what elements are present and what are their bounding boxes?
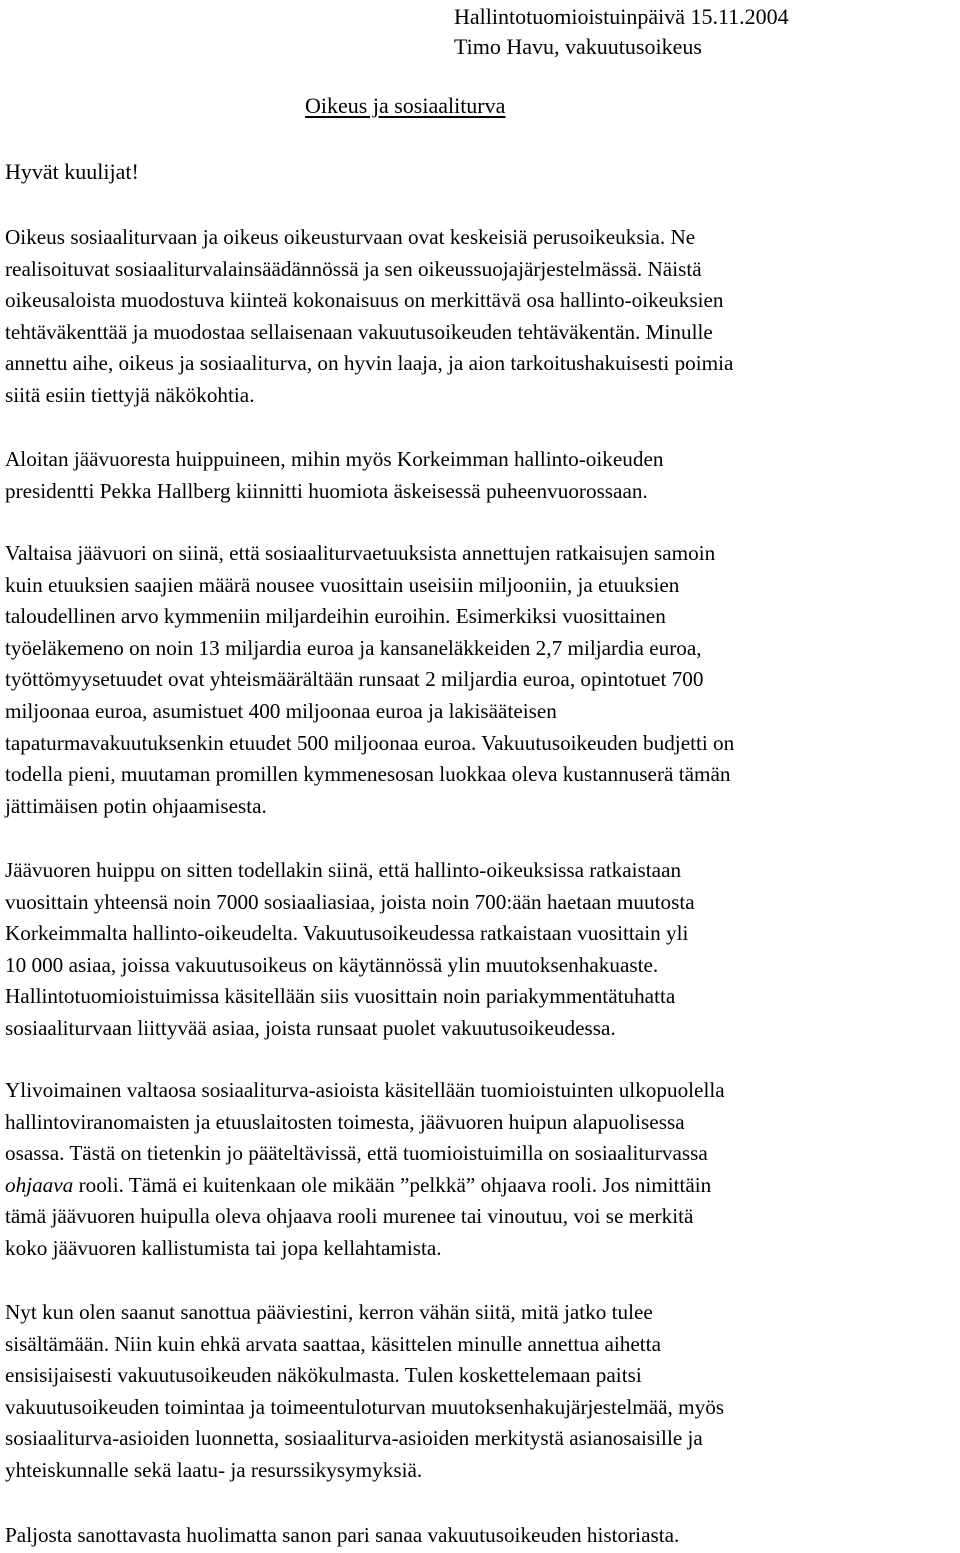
paragraph-line: annettu aihe, oikeus ja sosiaaliturva, on hyvin laaja, ja aion tarkoitushakuisesti poimia <box>5 351 734 376</box>
paragraph-line: Ylivoimainen valtaosa sosiaaliturva-asioista käsitellään tuomioistuinten ulkopuolella <box>5 1078 725 1102</box>
paragraph-2 <box>5 444 957 507</box>
paragraph-line: Paljosta sanottavasta huolimatta sanon pari sanaa vakuutusoikeuden historiasta. <box>5 1523 680 1547</box>
document-header <box>454 2 789 62</box>
paragraph-line: realisoituvat sosiaaliturvalainsäädännössä ja sen oikeussuojajärjestelmässä. Näistä <box>5 256 702 281</box>
paragraph-line: todella pieni, muutaman promillen kymmenesosan luokkaa oleva kustannuserä tämän <box>5 762 731 787</box>
paragraph-line: presidentti Pekka Hallberg kiinnitti huomiota äskeisessä puheenvuorossaan. <box>5 478 648 503</box>
paragraph-line: sisältämään. Niin kuin ehkä arvata saattaa, käsittelen minulle annettua aihetta <box>5 1331 661 1356</box>
paragraph-4 <box>5 855 957 1045</box>
paragraph-line: sosiaaliturvaan liittyvää asiaa, joista runsaat puolet vakuutusoikeudessa. <box>5 1015 616 1040</box>
paragraph-3 <box>5 538 957 822</box>
paragraph-line: Hallintotuomioistuimissa käsitellään siis vuosittain noin pariakymmentätuhatta <box>5 984 676 1009</box>
paragraph-line: siitä esiin tiettyjä näkökohtia. <box>5 382 255 407</box>
paragraph-line: Aloitan jäävuoresta huippuineen, mihin myös Korkeimman hallinto-oikeuden <box>5 447 664 471</box>
paragraph-line-mixed <box>5 1170 957 1202</box>
paragraph-line: koko jäävuoren kallistumista tai jopa kellahtamista. <box>5 1235 442 1260</box>
paragraph-line: vakuutusoikeuden toimintaa ja toimeentuloturvan muutoksenhakujärjestelmää, myös <box>5 1394 725 1419</box>
paragraph-line: Valtaisa jäävuori on siinä, että sosiaaliturvaetuuksista annettujen ratkaisujen samoin <box>5 541 716 565</box>
paragraph-7 <box>5 1520 957 1552</box>
paragraph-line: vuosittain yhteensä noin 7000 sosiaaliasiaa, joista noin 700:ään haetaan muutosta <box>5 889 695 914</box>
paragraph-line: tämä jäävuoren huipulla oleva ohjaava rooli murenee tai vinoutuu, voi se merkitä <box>5 1204 694 1229</box>
paragraph-line: jättimäisen potin ohjaamisesta. <box>5 793 267 818</box>
paragraph-line: tehtäväkenttää ja muodostaa sellaisenaan vakuutusoikeuden tehtäväkentän. Minulle <box>5 319 713 344</box>
paragraph-5 <box>5 1075 957 1265</box>
paragraph-line: kuin etuuksien saajien määrä nousee vuosittain useisiin miljooniin, ja etuuksien <box>5 572 680 597</box>
document-title: Oikeus ja sosiaaliturva <box>305 93 506 118</box>
line-remainder: rooli. Tämä ei kuitenkaan ole mikään ”pelkkä” ohjaava rooli. Jos nimittäin <box>73 1172 712 1197</box>
paragraph-line: osassa. Tästä on tietenkin jo pääteltävissä, että tuomioistuimilla on sosiaaliturvassa <box>5 1141 708 1166</box>
paragraph-line: Oikeus sosiaaliturvaan ja oikeus oikeusturvaan ovat keskeisiä perusoikeuksia. Ne <box>5 225 696 249</box>
italic-word: ohjaava <box>5 1172 74 1197</box>
paragraph-line: sosiaaliturva-asioiden luonnetta, sosiaaliturva-asioiden merkitystä asianosaisille ja <box>5 1426 703 1451</box>
paragraph-line: oikeusaloista muodostuva kiinteä kokonaisuus on merkittävä osa hallinto-oikeuksien <box>5 288 724 313</box>
header-date-line: Hallintotuomioistuinpäivä 15.11.2004 <box>454 4 789 29</box>
header-author-line: Timo Havu, vakuutusoikeus <box>454 34 702 59</box>
paragraph-line: tapaturmavakuutuksenkin etuudet 500 miljoonaa euroa. Vakuutusoikeuden budjetti on <box>5 730 735 755</box>
paragraph-line: Nyt kun olen saanut sanottua pääviestini, kerron vähän siitä, mitä jatko tulee <box>5 1300 653 1324</box>
paragraph-line: 10 000 asiaa, joissa vakuutusoikeus on käytännössä ylin muutoksenhakuaste. <box>5 952 659 977</box>
paragraph-line: taloudellinen arvo kymmeniin miljardeihin euroihin. Esimerkiksi vuosittainen <box>5 604 666 629</box>
paragraph-line: hallintoviranomaisten ja etuuslaitosten toimesta, jäävuoren huipun alapuolisessa <box>5 1109 685 1134</box>
paragraph-line: Jäävuoren huippu on sitten todellakin siinä, että hallinto-oikeuksissa ratkaistaan <box>5 858 682 882</box>
paragraph-line: ensisijaisesti vakuutusoikeuden näkökulmasta. Tulen koskettelemaan paitsi <box>5 1363 642 1388</box>
paragraph-line: miljoonaa euroa, asumistuet 400 miljoonaa euroa ja lakisääteisen <box>5 698 557 723</box>
paragraph-6 <box>5 1297 957 1487</box>
paragraph-line: yhteiskunnalle sekä laatu- ja resurssikysymyksiä. <box>5 1457 423 1482</box>
paragraph-line: työeläkemeno on noin 13 miljardia euroa ja kansaneläkkeiden 2,7 miljardia euroa, <box>5 635 702 660</box>
paragraph-line: Korkeimmalta hallinto-oikeudelta. Vakuutusoikeudessa ratkaistaan vuosittain yli <box>5 921 689 946</box>
greeting: Hyvät kuulijat! <box>5 159 139 184</box>
paragraph-1 <box>5 222 957 412</box>
paragraph-line: työttömyysetuudet ovat yhteismäärältään runsaat 2 miljardia euroa, opintotuet 700 <box>5 667 704 692</box>
